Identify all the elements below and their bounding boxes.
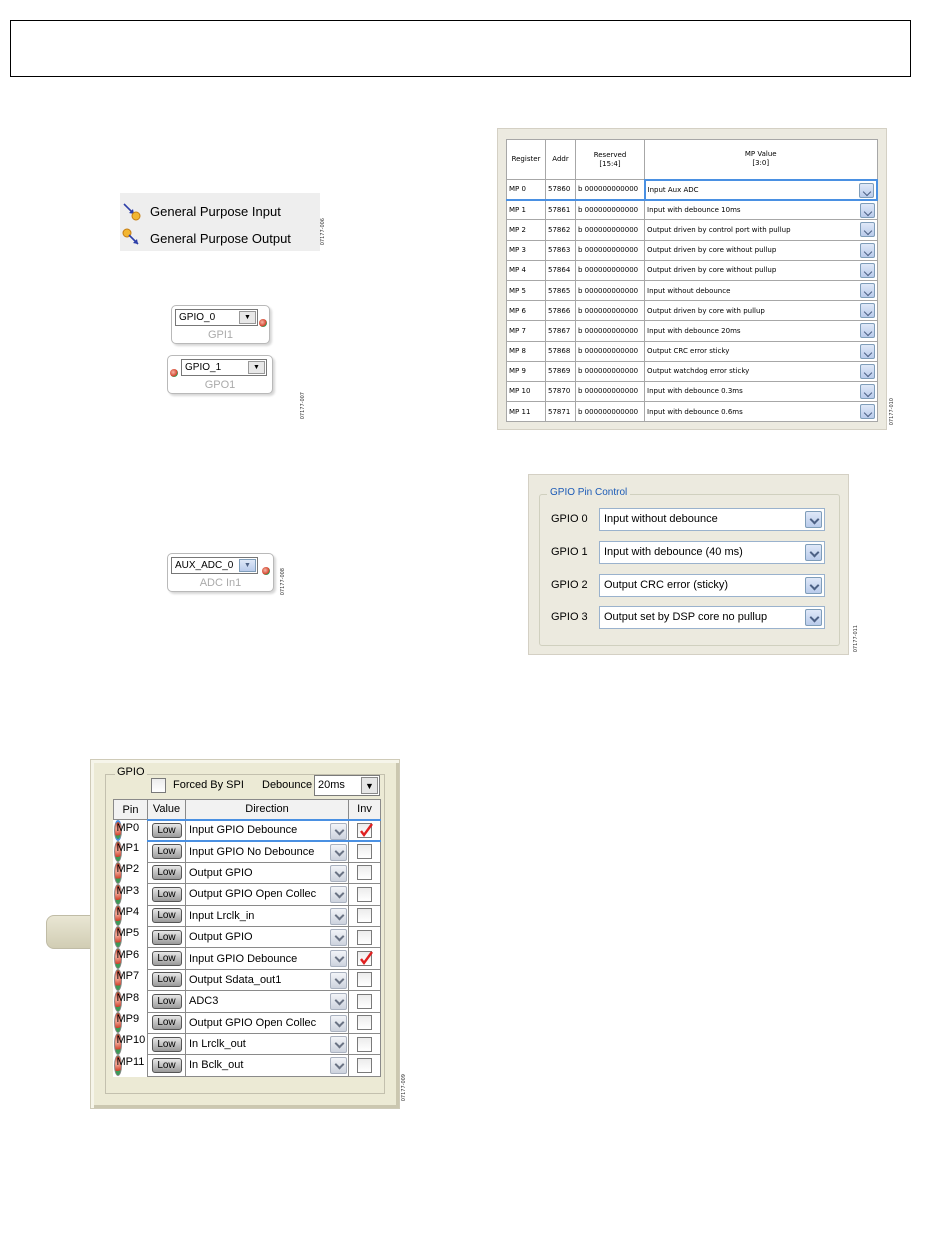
chevron-down-icon[interactable] — [330, 972, 347, 989]
inv-cell — [349, 969, 381, 990]
reserved-cell: b 000000000000 — [576, 301, 645, 321]
chevron-down-icon[interactable] — [330, 993, 347, 1010]
mp-value-select[interactable]: Output driven by control port with pullup — [645, 220, 878, 240]
pin-cell: MP2 — [114, 862, 122, 883]
chevron-down-icon: ▼ — [239, 311, 256, 324]
chevron-down-icon[interactable] — [805, 544, 822, 561]
addr-cell: 57864 — [546, 260, 576, 280]
debounce-select[interactable]: 20ms ▼ — [314, 775, 380, 796]
pin-cell: MP1 — [114, 841, 122, 862]
reserved-cell: b 000000000000 — [576, 402, 645, 422]
toolbox-item-label: General Purpose Input — [150, 203, 281, 219]
reserved-cell: b 000000000000 — [576, 381, 645, 401]
chevron-down-icon[interactable] — [805, 511, 822, 528]
value-button[interactable]: Low — [152, 823, 182, 838]
register-cell: MP 5 — [507, 280, 546, 300]
value-button[interactable]: Low — [152, 865, 182, 880]
header-pin: Pin — [114, 800, 148, 820]
addr-cell: 57865 — [546, 280, 576, 300]
gpi-block-label: GPI1 — [207, 329, 234, 341]
table-row — [114, 820, 381, 841]
table-row — [114, 926, 381, 947]
reserved-cell: b 000000000000 — [576, 200, 645, 220]
inv-cell — [349, 1033, 381, 1054]
header-register: Register — [507, 140, 546, 180]
value-button[interactable]: Low — [152, 972, 182, 987]
chevron-down-icon[interactable] — [330, 844, 347, 861]
value-button[interactable]: Low — [152, 908, 182, 923]
table-row — [114, 862, 381, 883]
pin-control-row — [551, 574, 827, 598]
value-cell — [148, 862, 186, 883]
value-button[interactable]: Low — [152, 951, 182, 966]
mp-value-select[interactable]: Output watchdog error sticky — [645, 361, 878, 381]
mp-value-select[interactable]: Input without debounce — [645, 280, 878, 300]
chevron-down-icon[interactable] — [330, 865, 347, 882]
pin-cell: MP9 — [114, 1012, 122, 1033]
page-header-box — [10, 20, 911, 77]
chevron-down-icon: ▼ — [248, 361, 265, 374]
gpo-block-label: GPO1 — [204, 379, 236, 391]
gpio-label: GPIO 0 — [551, 513, 588, 525]
register-cell: MP 2 — [507, 220, 546, 240]
inv-checkbox[interactable] — [357, 1058, 372, 1073]
gpi-select[interactable]: GPIO_0 ▼ — [175, 309, 258, 326]
header-reserved: Reserved [15:4] — [576, 140, 645, 180]
gpio-panel — [90, 759, 400, 1109]
figure-id: 07177-007 — [300, 392, 306, 420]
gpio-table — [113, 799, 381, 1077]
addr-cell: 57861 — [546, 200, 576, 220]
gpio-mode-select[interactable]: Output set by DSP core no pullup — [599, 606, 825, 629]
reserved-cell: b 000000000000 — [576, 361, 645, 381]
chevron-down-icon[interactable] — [860, 364, 875, 379]
chevron-down-icon[interactable] — [860, 263, 875, 278]
register-cell: MP 9 — [507, 361, 546, 381]
inv-checkbox[interactable] — [357, 930, 372, 945]
chevron-down-icon[interactable] — [860, 283, 875, 298]
table-row — [507, 180, 878, 200]
adc-block-label: ADC In1 — [199, 577, 242, 589]
toolbox-item-gpi[interactable] — [120, 198, 281, 224]
figure-id: 07177-009 — [401, 1074, 407, 1102]
value-cell — [148, 1033, 186, 1054]
table-row — [507, 260, 878, 280]
direction-select[interactable]: Input GPIO Debounce — [186, 820, 349, 841]
table-row — [507, 280, 878, 300]
inv-cell — [349, 884, 381, 905]
pin-cell: MP11 — [114, 1055, 122, 1076]
table-row — [507, 381, 878, 401]
pin-control-title: GPIO Pin Control — [547, 487, 630, 498]
output-pin-icon[interactable] — [259, 319, 267, 327]
inv-cell — [349, 991, 381, 1012]
value-cell — [148, 820, 186, 841]
gpio-mode-select[interactable]: Input without debounce — [599, 508, 825, 531]
addr-cell: 57871 — [546, 402, 576, 422]
header-direction: Direction — [186, 800, 349, 820]
table-row — [114, 841, 381, 862]
mp-value-select[interactable]: Output driven by core with pullup — [645, 301, 878, 321]
reserved-cell: b 000000000000 — [576, 321, 645, 341]
pin-cell: MP6 — [114, 948, 122, 969]
value-cell — [148, 884, 186, 905]
gpio-pin-control-panel — [528, 474, 849, 655]
inv-checkbox[interactable] — [357, 972, 372, 987]
chevron-down-icon[interactable] — [860, 303, 875, 318]
chevron-down-icon: ▼ — [239, 559, 256, 572]
gpo-block[interactable] — [167, 355, 273, 394]
table-row — [114, 991, 381, 1012]
forced-by-spi-label: Forced By SPI — [173, 779, 244, 791]
mp-register-table — [506, 139, 878, 422]
figure-id: 07177-010 — [889, 398, 895, 426]
gpio-label: GPIO 2 — [551, 579, 588, 591]
mp-value-select[interactable]: Output driven by core without pullup — [645, 260, 878, 280]
value-button[interactable]: Low — [152, 1015, 182, 1030]
header-inv: Inv — [349, 800, 381, 820]
inv-checkbox[interactable] — [357, 908, 372, 923]
addr-cell: 57868 — [546, 341, 576, 361]
chevron-down-icon[interactable] — [860, 404, 875, 419]
direction-select[interactable]: Output GPIO Open Collec — [186, 1012, 349, 1033]
value-button[interactable]: Low — [152, 1037, 182, 1052]
input-pin-icon[interactable] — [170, 369, 178, 377]
reserved-cell: b 000000000000 — [576, 260, 645, 280]
toolbox-item-gpo[interactable] — [120, 225, 291, 251]
pin-cell: MP4 — [114, 905, 122, 926]
table-row — [507, 321, 878, 341]
addr-cell: 57863 — [546, 240, 576, 260]
table-row — [114, 948, 381, 969]
reserved-cell: b 000000000000 — [576, 341, 645, 361]
gpi-arrow-icon — [120, 201, 150, 221]
checkmark-icon — [358, 823, 373, 838]
inv-checkbox[interactable] — [357, 865, 372, 880]
chevron-down-icon[interactable] — [860, 222, 875, 237]
mp-value-select[interactable]: Input with debounce 0.3ms — [645, 381, 878, 401]
register-cell: MP 6 — [507, 301, 546, 321]
addr-cell: 57866 — [546, 301, 576, 321]
pin-cell: MP7 — [114, 969, 122, 990]
inv-checkbox[interactable] — [357, 844, 372, 859]
chevron-down-icon[interactable] — [860, 323, 875, 338]
gpio-mode-select[interactable]: Output CRC error (sticky) — [599, 574, 825, 597]
pin-cell: MP10 — [114, 1033, 122, 1054]
direction-select[interactable]: Input GPIO Debounce — [186, 948, 349, 969]
inv-checkbox[interactable] — [357, 951, 372, 966]
chevron-down-icon[interactable] — [330, 950, 347, 967]
debounce-label: Debounce — [262, 779, 313, 791]
chevron-down-icon[interactable] — [330, 823, 347, 840]
chevron-down-icon[interactable] — [860, 384, 875, 399]
value-cell — [148, 1012, 186, 1033]
chevron-down-icon[interactable] — [330, 1057, 347, 1074]
mp-register-panel — [497, 128, 887, 430]
pin-control-row — [551, 541, 827, 565]
checkmark-icon — [358, 951, 373, 966]
mp-value-select[interactable]: Input with debounce 0.6ms — [645, 402, 878, 422]
direction-select[interactable]: Output GPIO — [186, 926, 349, 947]
toolbox-item-label: General Purpose Output — [150, 230, 291, 246]
header-addr: Addr — [546, 140, 576, 180]
figure-id: 07177-006 — [320, 218, 326, 246]
gpio-label: GPIO 3 — [551, 611, 588, 623]
inv-cell — [349, 1012, 381, 1033]
figure-id: 07177-011 — [853, 625, 859, 653]
inv-cell — [349, 948, 381, 969]
pin-cell: MP8 — [114, 991, 122, 1012]
addr-cell: 57869 — [546, 361, 576, 381]
gpo-arrow-icon — [120, 228, 150, 248]
gpio-group-title: GPIO — [117, 766, 145, 778]
register-cell: MP 10 — [507, 381, 546, 401]
reserved-cell: b 000000000000 — [576, 180, 645, 200]
chevron-down-icon[interactable] — [330, 886, 347, 903]
pin-control-row — [551, 606, 827, 630]
value-button[interactable]: Low — [152, 930, 182, 945]
chevron-down-icon[interactable] — [330, 929, 347, 946]
inv-cell — [349, 1055, 381, 1076]
chevron-down-icon: ▼ — [361, 777, 378, 794]
table-row — [114, 1055, 381, 1076]
header-mp-value: MP Value [3:0] — [645, 140, 878, 180]
table-row — [114, 905, 381, 926]
table-row — [114, 884, 381, 905]
register-cell: MP 11 — [507, 402, 546, 422]
inv-checkbox[interactable] — [357, 823, 372, 838]
value-cell — [148, 926, 186, 947]
pin-cell: MP3 — [114, 884, 122, 905]
reserved-cell: b 000000000000 — [576, 280, 645, 300]
value-cell — [148, 1055, 186, 1076]
inv-checkbox[interactable] — [357, 994, 372, 1009]
value-cell — [148, 991, 186, 1012]
direction-select[interactable]: ADC3 — [186, 991, 349, 1012]
inv-cell — [349, 862, 381, 883]
chevron-down-icon[interactable] — [859, 183, 874, 198]
output-pin-icon[interactable] — [262, 567, 270, 575]
direction-select[interactable]: Input GPIO No Debounce — [186, 841, 349, 862]
reserved-cell: b 000000000000 — [576, 240, 645, 260]
chevron-down-icon[interactable] — [860, 344, 875, 359]
table-row — [507, 341, 878, 361]
register-cell: MP 7 — [507, 321, 546, 341]
direction-select[interactable]: Output GPIO Open Collec — [186, 884, 349, 905]
inv-cell — [349, 841, 381, 862]
gpi-block[interactable] — [171, 305, 270, 344]
table-row — [114, 969, 381, 990]
table-row — [507, 200, 878, 220]
pin-cell: MP0 — [114, 820, 122, 841]
addr-cell: 57870 — [546, 381, 576, 401]
value-cell — [148, 969, 186, 990]
mp-value-select[interactable]: Output CRC error sticky — [645, 341, 878, 361]
inv-cell — [349, 926, 381, 947]
gpo-select[interactable]: GPIO_1 ▼ — [181, 359, 267, 376]
gpio-label: GPIO 1 — [551, 546, 588, 558]
value-button[interactable]: Low — [152, 844, 182, 859]
register-cell: MP 3 — [507, 240, 546, 260]
inv-checkbox[interactable] — [357, 1037, 372, 1052]
value-button[interactable]: Low — [152, 887, 182, 902]
mp-value-select[interactable]: Input with debounce 10ms — [645, 200, 878, 220]
direction-select[interactable]: Input Lrclk_in — [186, 905, 349, 926]
inv-cell — [349, 820, 381, 841]
gpio-mode-select[interactable]: Input with debounce (40 ms) — [599, 541, 825, 564]
addr-cell: 57860 — [546, 180, 576, 200]
table-row — [507, 240, 878, 260]
inv-checkbox[interactable] — [357, 887, 372, 902]
mp-value-select[interactable]: Input Aux ADC — [645, 180, 878, 200]
inv-checkbox[interactable] — [357, 1015, 372, 1030]
header-value: Value — [148, 800, 186, 820]
register-cell: MP 1 — [507, 200, 546, 220]
table-row — [507, 220, 878, 240]
mp-value-select[interactable]: Output driven by core without pullup — [645, 240, 878, 260]
value-cell — [148, 948, 186, 969]
inv-cell — [349, 905, 381, 926]
table-row — [507, 402, 878, 422]
direction-select[interactable]: In Lrclk_out — [186, 1033, 349, 1054]
value-button[interactable]: Low — [152, 994, 182, 1009]
register-cell: MP 8 — [507, 341, 546, 361]
table-row — [114, 1012, 381, 1033]
table-row — [507, 301, 878, 321]
value-button[interactable]: Low — [152, 1058, 182, 1073]
addr-cell: 57862 — [546, 220, 576, 240]
value-cell — [148, 905, 186, 926]
register-cell: MP 0 — [507, 180, 546, 200]
addr-cell: 57867 — [546, 321, 576, 341]
adc-block[interactable] — [167, 553, 274, 592]
pin-cell: MP5 — [114, 926, 122, 947]
forced-by-spi-checkbox[interactable] — [151, 778, 166, 793]
direction-select[interactable]: Output Sdata_out1 — [186, 969, 349, 990]
direction-select[interactable]: In Bclk_out — [186, 1055, 349, 1076]
direction-select[interactable]: Output GPIO — [186, 862, 349, 883]
chevron-down-icon[interactable] — [330, 1015, 347, 1032]
chevron-down-icon[interactable] — [805, 609, 822, 626]
table-row — [507, 361, 878, 381]
pin-control-row — [551, 508, 827, 532]
toolbox-panel — [120, 193, 320, 251]
table-row — [114, 1033, 381, 1054]
reserved-cell: b 000000000000 — [576, 220, 645, 240]
chevron-down-icon[interactable] — [330, 1036, 347, 1053]
figure-id: 07177-008 — [280, 568, 286, 596]
adc-select[interactable]: AUX_ADC_0 ▼ — [171, 557, 258, 574]
chevron-down-icon[interactable] — [805, 577, 822, 594]
chevron-down-icon[interactable] — [860, 243, 875, 258]
mp-value-select[interactable]: Input with debounce 20ms — [645, 321, 878, 341]
register-cell: MP 4 — [507, 260, 546, 280]
chevron-down-icon[interactable] — [860, 203, 875, 218]
value-cell — [148, 841, 186, 862]
chevron-down-icon[interactable] — [330, 908, 347, 925]
